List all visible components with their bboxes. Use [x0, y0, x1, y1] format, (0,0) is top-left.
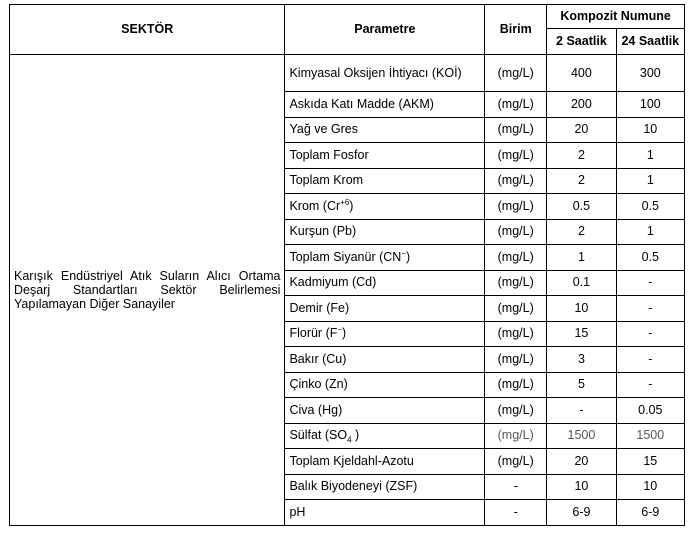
header-composite-sample: Kompozit Numune	[547, 5, 685, 29]
limit-2-hour: 0.1	[547, 270, 616, 296]
parameter-name: Toplam Fosfor	[285, 143, 485, 169]
unit-value: (mg/L)	[485, 398, 547, 424]
limit-24-hour: -	[616, 372, 684, 398]
limit-24-hour: 10	[616, 117, 684, 143]
parameter-name: pH	[285, 500, 485, 526]
limit-24-hour: 0.5	[616, 245, 684, 271]
limit-2-hour: 1	[547, 245, 616, 271]
parameter-name: Demir (Fe)	[285, 296, 485, 322]
unit-value: -	[485, 474, 547, 500]
unit-value: (mg/L)	[485, 219, 547, 245]
parameter-superscript: −	[337, 325, 343, 335]
limit-2-hour: 15	[547, 321, 616, 347]
limit-2-hour: 10	[547, 474, 616, 500]
parameter-name: Civa (Hg)	[285, 398, 485, 424]
parameter-name: Krom $(Cr^{+6})$	[285, 194, 485, 220]
limit-2-hour: 20	[547, 117, 616, 143]
unit-value: (mg/L)	[485, 270, 547, 296]
limit-2-hour: 6-9	[547, 500, 616, 526]
parameter-superscript: +6	[340, 197, 350, 207]
unit-value: (mg/L)	[485, 347, 547, 373]
header-sector: SEKTÖR	[10, 5, 285, 55]
unit-value: (mg/L)	[485, 372, 547, 398]
limit-24-hour: 100	[616, 92, 684, 118]
unit-value: -	[485, 500, 547, 526]
parameter-name: Askıda Katı Madde (AKM)	[285, 92, 485, 118]
sector-description: Karışık Endüstriyel Atık Suların Alıcı Ortama Deşarj Standartları Sektör Belirlemesi Yapılamayan Diğer Sanayiler	[10, 55, 285, 526]
limit-2-hour: 3	[547, 347, 616, 373]
parameter-name: Çinko (Zn)	[285, 372, 485, 398]
limit-2-hour: 2	[547, 168, 616, 194]
limit-24-hour: -	[616, 321, 684, 347]
limit-24-hour: 15	[616, 449, 684, 475]
parameter-superscript: −	[401, 248, 406, 258]
parameter-name: Kimyasal Oksijen İhtiyacı (KOİ)	[285, 55, 485, 92]
table-row	[10, 55, 685, 92]
limit-2-hour: -	[547, 398, 616, 424]
parameter-name: Toplam Siyanür (CN−)	[285, 245, 485, 271]
limit-24-hour: -	[616, 347, 684, 373]
limit-24-hour: 1	[616, 219, 684, 245]
limit-24-hour: -	[616, 296, 684, 322]
limit-2-hour: 2	[547, 219, 616, 245]
limit-24-hour: 300	[616, 55, 684, 92]
parameter-name: Yağ ve Gres	[285, 117, 485, 143]
unit-value: (mg/L)	[485, 321, 547, 347]
limit-24-hour: 0.05	[616, 398, 684, 424]
parameter-name: Kadmiyum (Cd)	[285, 270, 485, 296]
limit-2-hour: 10	[547, 296, 616, 322]
limit-24-hour: 1500	[616, 423, 684, 449]
unit-value: (mg/L)	[485, 449, 547, 475]
limit-2-hour: 1500	[547, 423, 616, 449]
limit-2-hour: 0.5	[547, 194, 616, 220]
unit-value: (mg/L)	[485, 92, 547, 118]
limit-2-hour: 2	[547, 143, 616, 169]
limit-24-hour: 6-9	[616, 500, 684, 526]
header-24-hour: 24 Saatlik	[616, 29, 684, 55]
unit-value: (mg/L)	[485, 423, 547, 449]
parameter-subscript: 4	[347, 435, 352, 445]
unit-value: (mg/L)	[485, 168, 547, 194]
limit-2-hour: 200	[547, 92, 616, 118]
limit-2-hour: 400	[547, 55, 616, 92]
limit-24-hour: 1	[616, 143, 684, 169]
parameter-name: Kurşun (Pb)	[285, 219, 485, 245]
parameter-name: Florür (F−)	[285, 321, 485, 347]
parameter-name: Balık Biyodeneyi (ZSF)	[285, 474, 485, 500]
parameter-name: Toplam Krom	[285, 168, 485, 194]
limit-2-hour: 20	[547, 449, 616, 475]
header-unit: Birim	[485, 5, 547, 55]
parameter-name: Sülfat ($SO_4$ )	[285, 423, 485, 449]
limit-2-hour: 5	[547, 372, 616, 398]
unit-value: (mg/L)	[485, 143, 547, 169]
header-2-hour: 2 Saatlik	[547, 29, 616, 55]
limit-24-hour: -	[616, 270, 684, 296]
unit-value: (mg/L)	[485, 117, 547, 143]
parameter-name: Bakır (Cu)	[285, 347, 485, 373]
limit-24-hour: 1	[616, 168, 684, 194]
discharge-standards-table	[9, 4, 685, 526]
limit-24-hour: 10	[616, 474, 684, 500]
header-parameter: Parametre	[285, 5, 485, 55]
unit-value: (mg/L)	[485, 194, 547, 220]
table-body	[10, 55, 685, 526]
unit-value: (mg/L)	[485, 55, 547, 92]
parameter-name: Toplam Kjeldahl-Azotu	[285, 449, 485, 475]
unit-value: (mg/L)	[485, 245, 547, 271]
limit-24-hour: 0.5	[616, 194, 684, 220]
unit-value: (mg/L)	[485, 296, 547, 322]
